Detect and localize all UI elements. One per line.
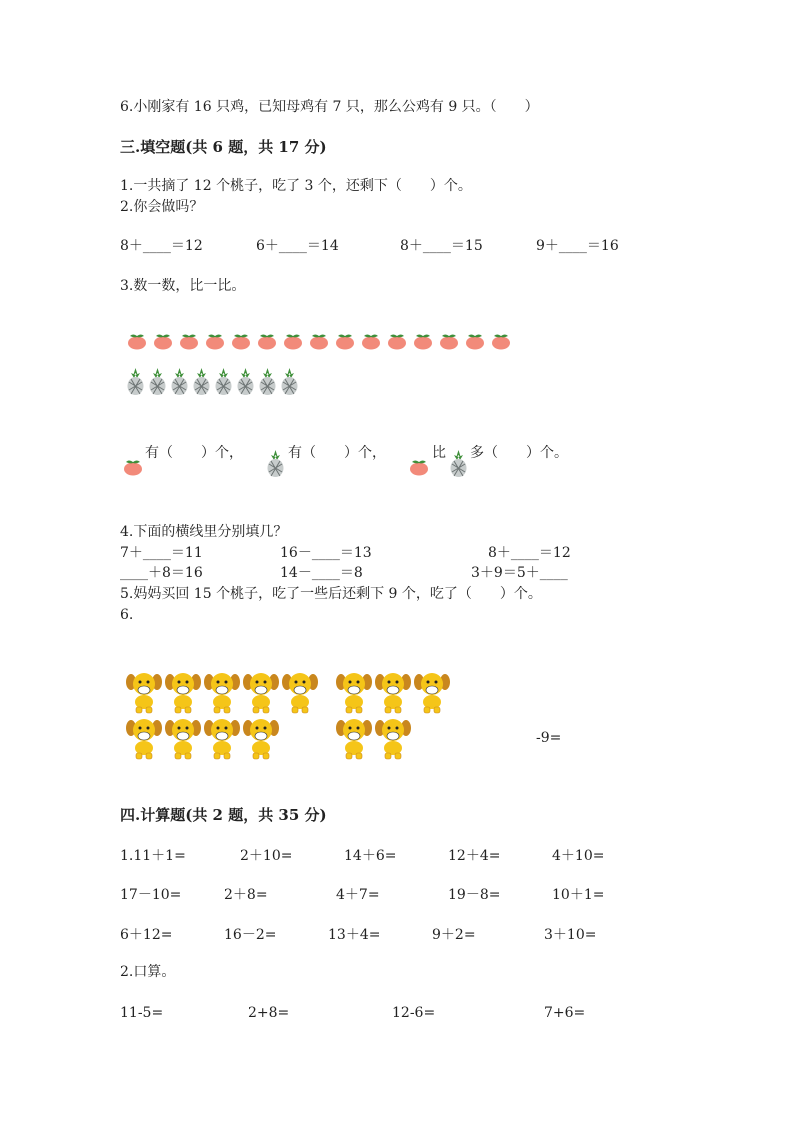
peach-icon bbox=[204, 332, 226, 350]
fill-question-5: 5.妈妈买回 15 个桃子，吃了一些后还剩下 9 个，吃了（ ）个。 bbox=[120, 586, 542, 602]
peach-icon bbox=[308, 332, 330, 350]
peach-icon bbox=[490, 332, 512, 350]
oral-calc-title: 2.口算。 bbox=[120, 964, 176, 980]
q6-expression: -9= bbox=[536, 730, 562, 746]
dog-icon bbox=[126, 670, 162, 714]
pineapple-row bbox=[126, 366, 299, 396]
section-4-title: 四.计算题(共 2 题，共 35 分) bbox=[120, 806, 327, 824]
oral-r1-c4: 7+6= bbox=[544, 1005, 586, 1021]
peach-icon bbox=[408, 458, 430, 476]
peach-icon bbox=[178, 332, 200, 350]
calc-r3-c1: 6＋12= bbox=[120, 927, 173, 943]
dog-picture bbox=[126, 670, 466, 770]
peach-icon bbox=[386, 332, 408, 350]
dog-icon bbox=[243, 670, 279, 714]
peach-icon bbox=[152, 332, 174, 350]
q2-item-2: 6＋____＝14 bbox=[256, 238, 339, 254]
judge-question-6: 6.小刚家有 16 只鸡，已知母鸡有 7 只，那么公鸡有 9 只。（ ） bbox=[120, 99, 539, 115]
calc-r2-c4: 19－8= bbox=[448, 887, 501, 903]
calc-r2-c3: 4＋7= bbox=[336, 887, 380, 903]
peach-icon bbox=[412, 332, 434, 350]
calc-r1-c1: 1.11＋1= bbox=[120, 848, 186, 864]
peach-icon bbox=[360, 332, 382, 350]
calc-r1-c5: 4＋10= bbox=[552, 848, 605, 864]
calc-r2-c2: 2＋8= bbox=[224, 887, 268, 903]
q4-row2-item1: ____＋8＝16 bbox=[120, 565, 203, 581]
peach-icon bbox=[126, 332, 148, 350]
pineapple-icon bbox=[214, 366, 233, 396]
q4-row2-item2: 14－____＝8 bbox=[280, 565, 363, 581]
peach-icon bbox=[334, 332, 356, 350]
calc-r2-c1: 17－10= bbox=[120, 887, 182, 903]
compare-part-3: 比 bbox=[432, 445, 446, 461]
compare-part-2: 有（ ）个， bbox=[288, 445, 386, 461]
dog-icon bbox=[204, 670, 240, 714]
fill-question-4: 4.下面的横线里分别填几？ bbox=[120, 524, 288, 540]
peach-icon bbox=[230, 332, 252, 350]
peach-icon bbox=[464, 332, 486, 350]
q4-row1-item1: 7＋____＝11 bbox=[120, 545, 203, 561]
dog-icon bbox=[282, 670, 318, 714]
pineapple-icon bbox=[192, 366, 211, 396]
dog-icon bbox=[165, 670, 201, 714]
peach-icon bbox=[438, 332, 460, 350]
dog-icon bbox=[165, 716, 201, 760]
q4-row1-item2: 16－____＝13 bbox=[280, 545, 372, 561]
calc-r3-c5: 3＋10= bbox=[544, 927, 597, 943]
pineapple-icon bbox=[449, 448, 468, 478]
q4-row2-item3: 3＋9＝5＋____ bbox=[471, 565, 568, 581]
fill-question-1: 1.一共摘了 12 个桃子，吃了 3 个，还剩下（ ）个。 bbox=[120, 178, 472, 194]
q4-row1-item3: 8＋____＝12 bbox=[488, 545, 571, 561]
q2-item-1: 8＋____＝12 bbox=[120, 238, 203, 254]
oral-r1-c1: 11-5= bbox=[120, 1005, 164, 1021]
calc-r3-c2: 16－2= bbox=[224, 927, 277, 943]
dog-icon bbox=[414, 670, 450, 714]
dog-icon bbox=[336, 670, 372, 714]
compare-part-4: 多（ ）个。 bbox=[470, 445, 568, 461]
pineapple-icon bbox=[236, 366, 255, 396]
dog-icon bbox=[336, 716, 372, 760]
dog-icon bbox=[375, 670, 411, 714]
dog-icon bbox=[204, 716, 240, 760]
compare-part-1: 有（ ）个， bbox=[145, 445, 243, 461]
pineapple-icon bbox=[280, 366, 299, 396]
q2-item-3: 8＋____＝15 bbox=[400, 238, 483, 254]
dog-icon bbox=[243, 716, 279, 760]
calc-r1-c4: 12＋4= bbox=[448, 848, 501, 864]
fill-question-2: 2.你会做吗？ bbox=[120, 199, 204, 215]
calc-r1-c2: 2＋10= bbox=[240, 848, 293, 864]
oral-r1-c2: 2+8= bbox=[248, 1005, 290, 1021]
peach-icon bbox=[282, 332, 304, 350]
dog-icon bbox=[126, 716, 162, 760]
section-3-title: 三.填空题(共 6 题，共 17 分) bbox=[120, 138, 327, 156]
pineapple-icon bbox=[126, 366, 145, 396]
calc-r2-c5: 10＋1= bbox=[552, 887, 605, 903]
fill-question-3: 3.数一数，比一比。 bbox=[120, 278, 246, 294]
peach-row bbox=[126, 332, 512, 350]
pineapple-icon bbox=[148, 366, 167, 396]
calc-r1-c3: 14＋6= bbox=[344, 848, 397, 864]
fill-question-6: 6. bbox=[120, 607, 134, 623]
oral-r1-c3: 12-6= bbox=[392, 1005, 436, 1021]
q2-item-4: 9＋____＝16 bbox=[536, 238, 619, 254]
dog-icon bbox=[375, 716, 411, 760]
peach-icon bbox=[122, 458, 144, 476]
pineapple-icon bbox=[266, 448, 285, 478]
calc-r3-c3: 13＋4= bbox=[328, 927, 381, 943]
pineapple-icon bbox=[170, 366, 189, 396]
pineapple-icon bbox=[258, 366, 277, 396]
calc-r3-c4: 9＋2= bbox=[432, 927, 476, 943]
peach-icon bbox=[256, 332, 278, 350]
